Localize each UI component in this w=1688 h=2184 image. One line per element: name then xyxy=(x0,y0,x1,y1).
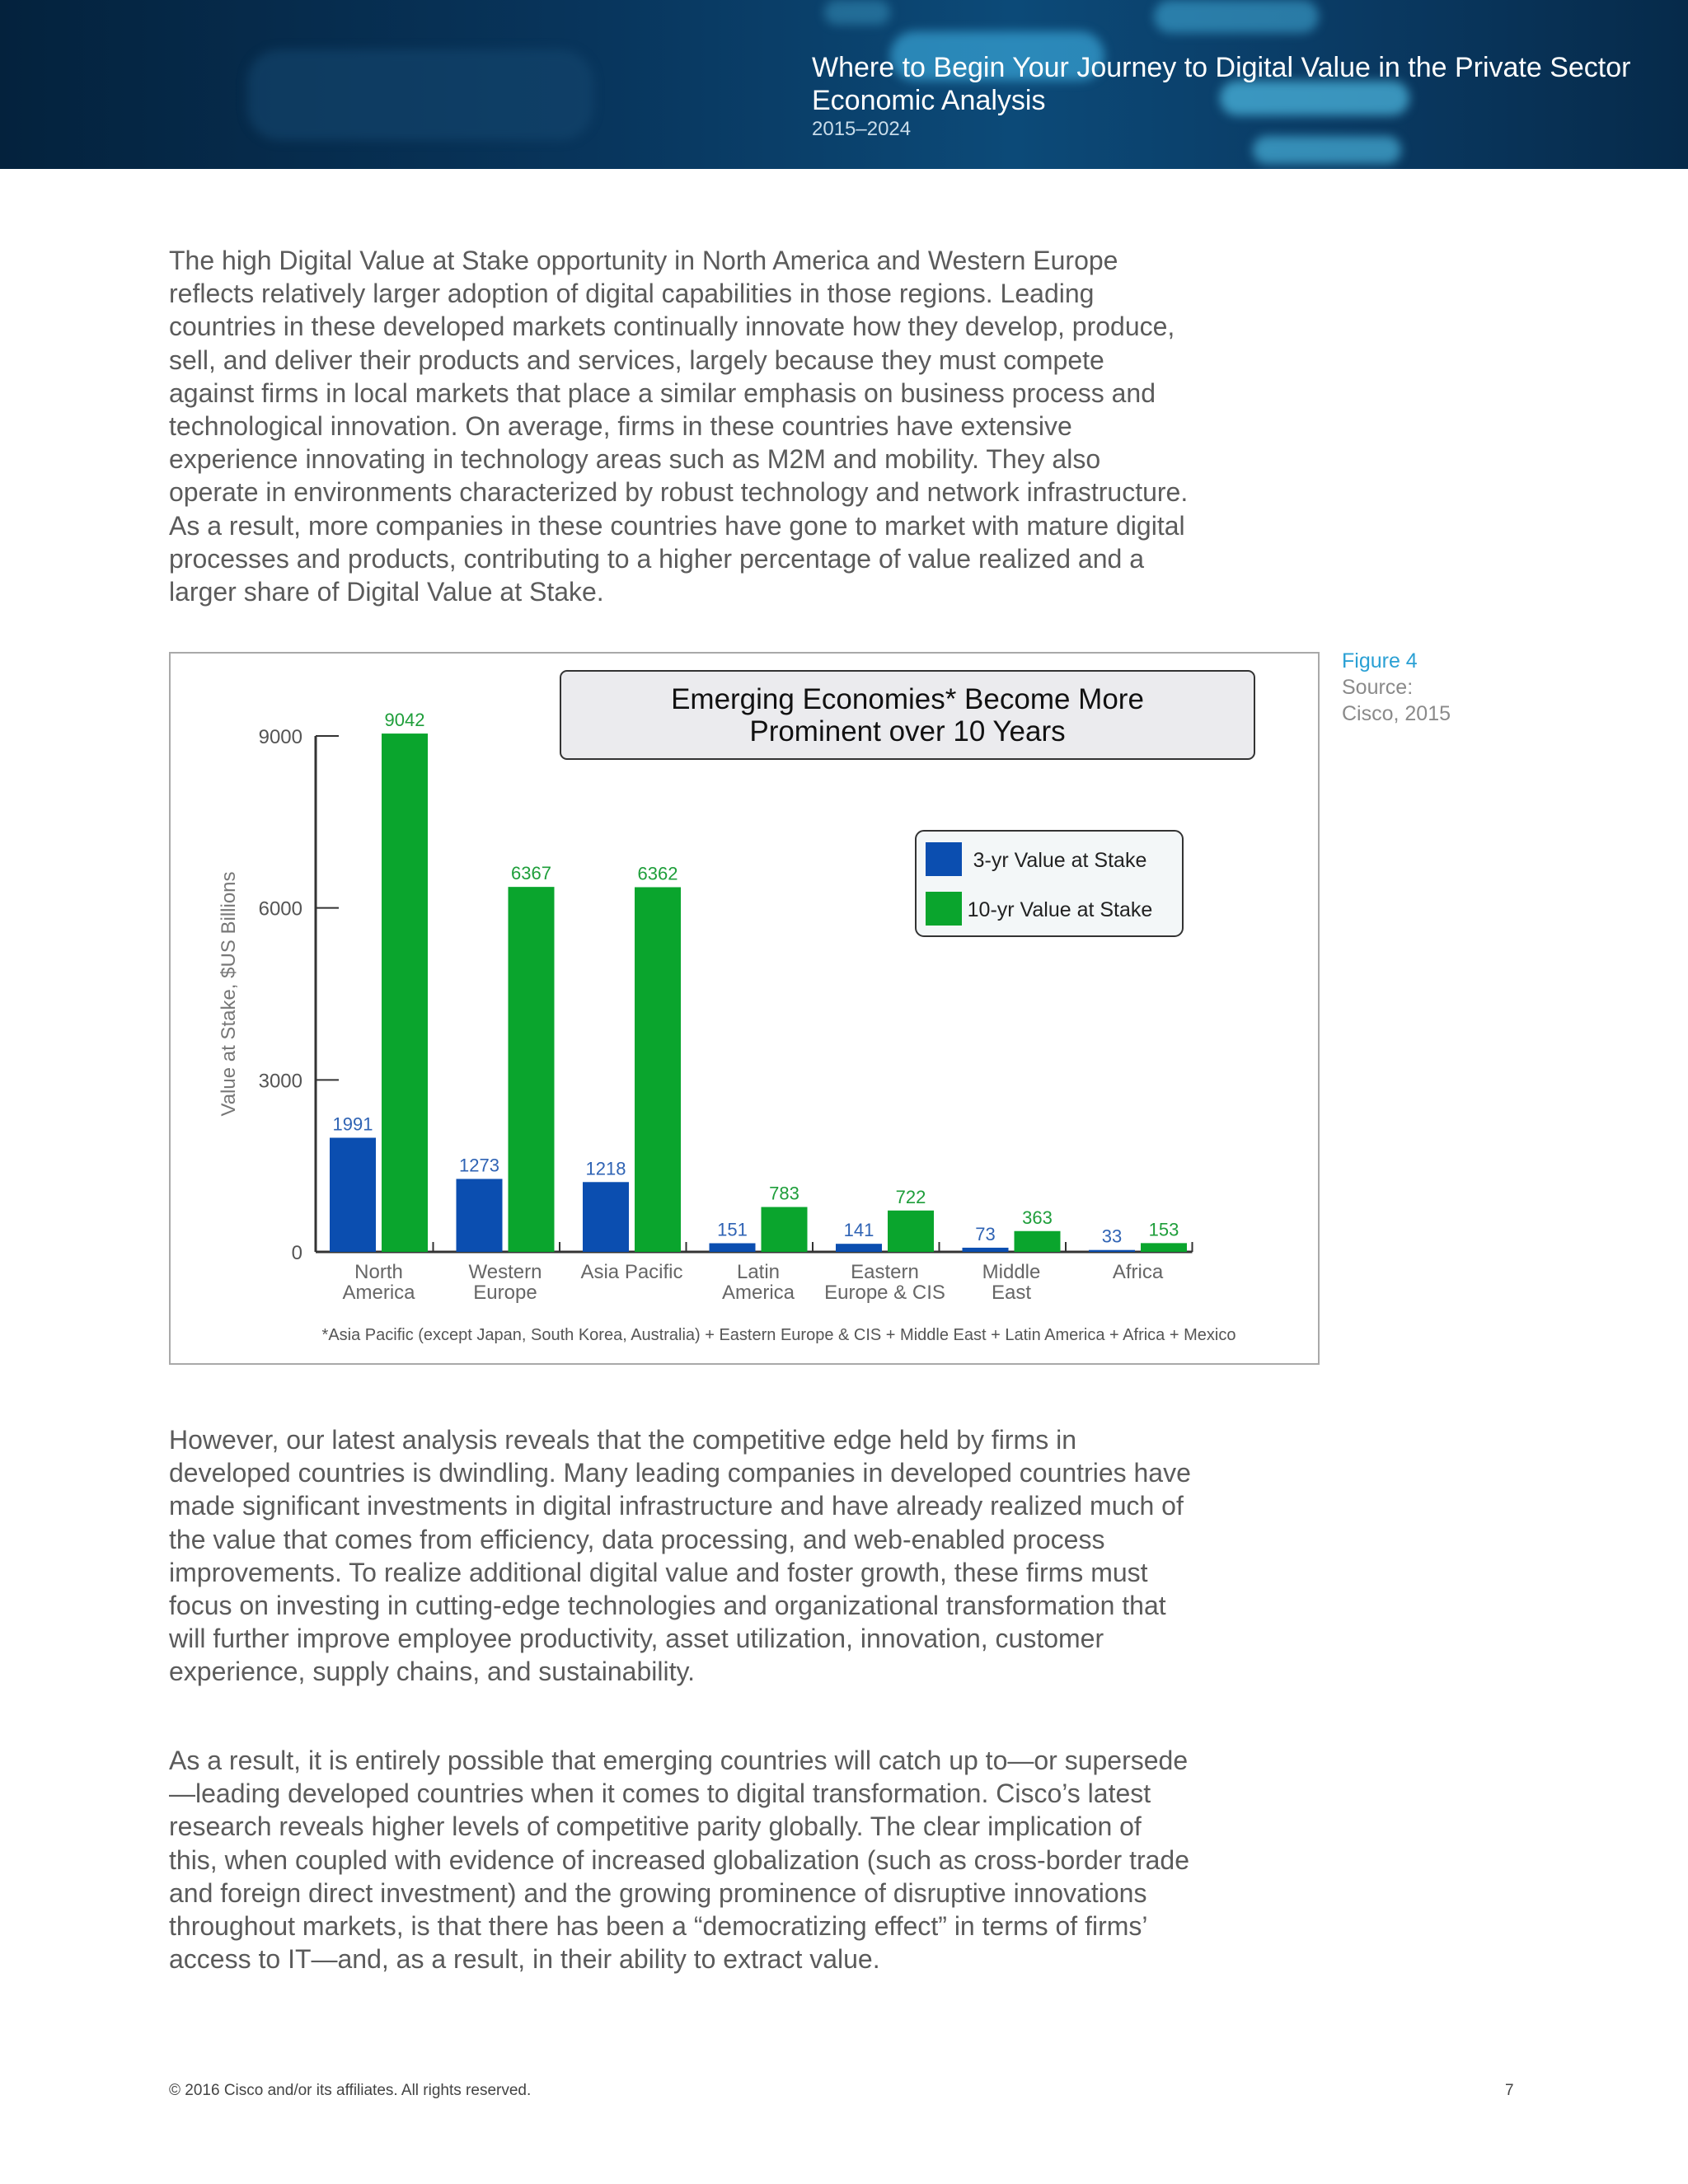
bar-10yr xyxy=(509,887,555,1252)
x-tick-label: Europe xyxy=(473,1282,537,1304)
x-tick-label: Western xyxy=(468,1261,542,1283)
bar-3yr xyxy=(330,1138,376,1252)
chart-title: Prominent over 10 Years xyxy=(749,715,1066,748)
data-label-3yr: 1991 xyxy=(332,1113,373,1135)
header-subtitle: Economic Analysis xyxy=(812,85,1046,116)
legend-swatch-3yr xyxy=(926,842,962,876)
bar-10yr xyxy=(762,1207,808,1252)
bar-3yr xyxy=(963,1248,1009,1252)
bar-10yr xyxy=(382,733,428,1252)
figure-frame xyxy=(169,652,1320,1365)
header-banner xyxy=(0,0,1688,169)
x-tick-label: Asia Pacific xyxy=(580,1261,683,1283)
x-tick-label: America xyxy=(342,1282,415,1304)
chart-title: Emerging Economies* Become More xyxy=(671,683,1144,715)
x-tick-label: East xyxy=(991,1282,1032,1304)
y-axis-label: Value at Stake, $US Billions xyxy=(218,871,240,1117)
x-tick-label: Middle xyxy=(982,1261,1041,1283)
y-tick-label: 6000 xyxy=(258,898,302,921)
bar-3yr xyxy=(457,1179,503,1252)
data-label-3yr: 1218 xyxy=(585,1158,626,1179)
header-title: Where to Begin Your Journey to Digital Value in the Private Sector xyxy=(812,52,1631,83)
body-paragraph-1: The high Digital Value at Stake opportunity in North America and Western Europe reflects relatively larger adoption of digital capabilities in those regions. Leading countries in these developed markets continually innovate how they develop, produce, sell, and deliver their products and services, largely because they must compete against firms in local markets that place a similar emphasis on business process and technological innovation. On average, firms in these countries have extensive experience innovating in technology areas such as M2M and mobility. They also operate in environments characterized by robust technology and network infrastructure. As a result, more companies in these countries have gone to market with mature digital processes and products, contributing to a higher percentage of value realized and a larger share of Digital Value at Stake. xyxy=(169,246,1189,607)
footer-copyright: © 2016 Cisco and/or its affiliates. All rights reserved. xyxy=(169,2082,532,2099)
header-title-block xyxy=(812,51,1631,142)
data-label-10yr: 6362 xyxy=(637,863,678,884)
legend-swatch-10yr xyxy=(926,892,962,926)
banner-decoration xyxy=(247,49,593,140)
data-label-10yr: 153 xyxy=(1148,1219,1179,1240)
data-label-3yr: 141 xyxy=(843,1220,874,1241)
data-label-3yr: 1273 xyxy=(459,1155,499,1176)
data-label-3yr: 33 xyxy=(1101,1226,1123,1247)
banner-decoration xyxy=(824,0,890,25)
y-tick-label: 0 xyxy=(291,1242,302,1264)
bar-3yr xyxy=(836,1244,882,1252)
figure-source-label: Source: xyxy=(1342,676,1414,699)
x-tick-label: Latin xyxy=(736,1261,781,1283)
x-tick-label: Europe & CIS xyxy=(824,1282,945,1304)
data-label-3yr: 151 xyxy=(717,1219,748,1240)
bar-10yr xyxy=(888,1211,934,1252)
data-label-10yr: 722 xyxy=(895,1186,926,1207)
data-label-10yr: 363 xyxy=(1022,1207,1053,1228)
bar-10yr xyxy=(1015,1231,1061,1252)
body-paragraph-2: However, our latest analysis reveals that the competitive edge held by firms in developed countries is dwindling. Many leading companies in developed countries have made significant investments in digital infrastructure and have already realized much of the value that comes from efficiency, data processing, and web-enabled process improvements. To realize additional digital value and foster growth, these firms must focus on investing in cutting-edge technologies and organizational transformation that will further improve employee productivity, asset utilization, innovation, customer experience, supply chains, and sustainability. xyxy=(169,1425,1191,1687)
page-number: 7 xyxy=(1505,2082,1514,2099)
figure-number: Figure 4 xyxy=(1342,649,1418,673)
legend-label-3yr: 3-yr Value at Stake xyxy=(973,849,1147,872)
bar-3yr xyxy=(1089,1250,1135,1252)
bar-chart xyxy=(171,654,1318,1363)
x-tick-label: America xyxy=(721,1282,795,1304)
y-tick-label: 3000 xyxy=(258,1070,302,1093)
figure-source-value: Cisco, 2015 xyxy=(1342,702,1451,725)
x-tick-label: North xyxy=(354,1261,403,1283)
data-label-10yr: 9042 xyxy=(384,710,425,731)
bar-10yr xyxy=(1141,1243,1187,1252)
x-tick-label: Eastern xyxy=(851,1261,919,1283)
y-tick-label: 9000 xyxy=(258,726,302,748)
bar-10yr xyxy=(635,887,681,1252)
data-label-10yr: 783 xyxy=(769,1183,799,1204)
x-tick-label: Africa xyxy=(1112,1261,1164,1283)
chart-footnote: *Asia Pacific (except Japan, South Korea, Australia) + Eastern Europe & CIS + Middle East + Latin America + Africa + Mexico xyxy=(321,1326,1236,1344)
legend-label-10yr: 10-yr Value at Stake xyxy=(967,898,1153,921)
figure-caption xyxy=(1342,648,1451,727)
banner-decoration xyxy=(1154,0,1319,33)
data-label-10yr: 6367 xyxy=(511,863,551,884)
bar-3yr xyxy=(583,1182,629,1252)
data-label-3yr: 73 xyxy=(975,1223,996,1244)
body-paragraph-3: As a result, it is entirely possible that emerging countries will catch up to—or supersede—leading developed countries when it comes to digital transformation. Cisco’s latest research reveals higher levels of competitive parity globally. The clear implication of this, when coupled with evidence of increased globalization (such as cross-border trade and foreign direct investment) and the growing prominence of disruptive innovations throughout markets, is that there has been a “democratizing effect” in terms of firms’ access to IT—and, as a result, in their ability to extract value. xyxy=(169,1746,1190,1975)
header-years: 2015–2024 xyxy=(812,118,912,140)
bar-3yr xyxy=(710,1243,756,1252)
